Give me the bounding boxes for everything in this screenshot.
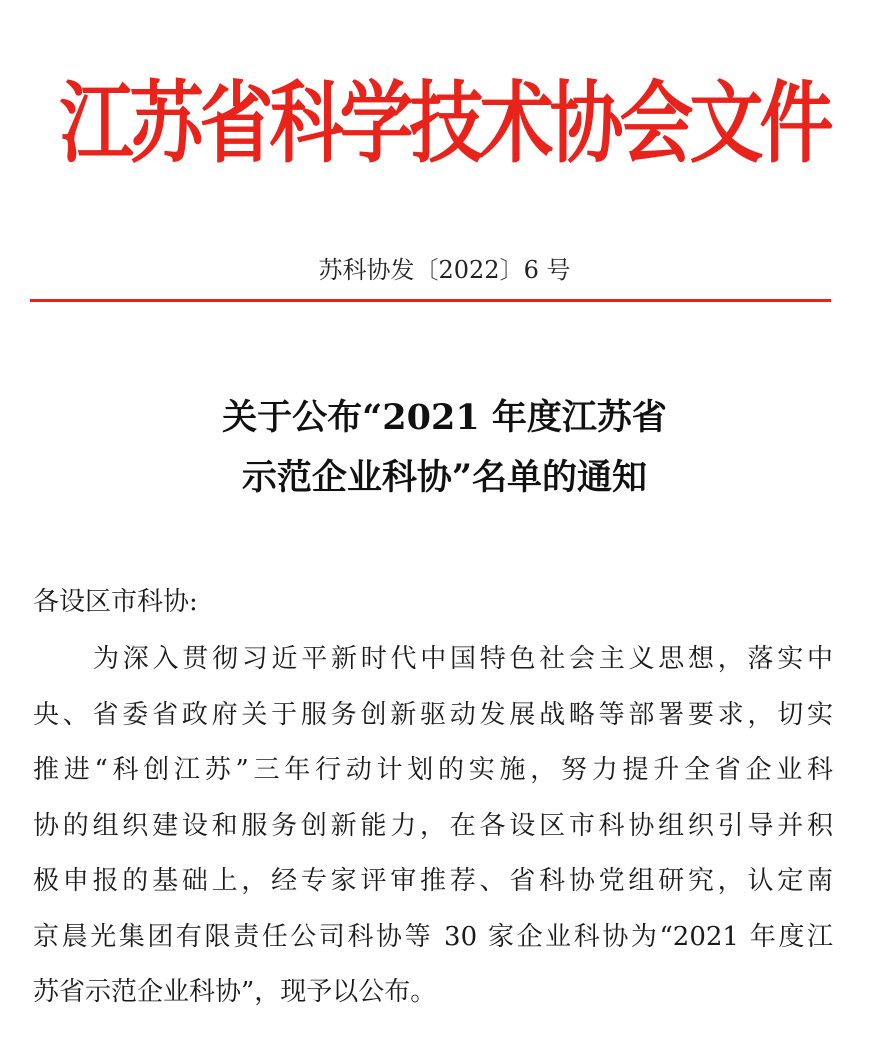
body-line: 协的组织建设和服务创新能力，在各设区市科协组织引导并积 [33,810,833,841]
body-line: 苏省示范企业科协”，现予以公布。 [33,977,437,1007]
notice-title-line-1: 关于公布“2021 年度江苏省 [222,397,667,438]
body-line: 极申报的基础上，经专家评审推荐、省科协党组研究，认定南 [33,866,833,896]
notice-title [0,388,889,508]
body-paragraph [33,632,833,1021]
body-line: 推进“科创江苏”三年行动计划的实施，努力提升全省企业科 [33,755,833,785]
body-line: 央、省委省政府关于服务创新驱动发展战略等部署要求，切实 [33,699,833,730]
document-header-title: 江苏省科学技术协会文件 [59,72,830,176]
body-line: 为深入贯彻习近平新时代中国特色社会主义思想，落实中 [93,644,833,674]
notice-title-line-2: 示范企业科协”名单的通知 [241,457,648,498]
salutation: 各设区市科协: [33,587,198,617]
body-line: 京晨光集团有限责任公司科协等 30 家企业科协为“2021 年度江 [33,921,833,952]
document-number: 苏科协发〔2022〕6 号 [318,256,571,284]
red-divider-line [30,299,831,302]
